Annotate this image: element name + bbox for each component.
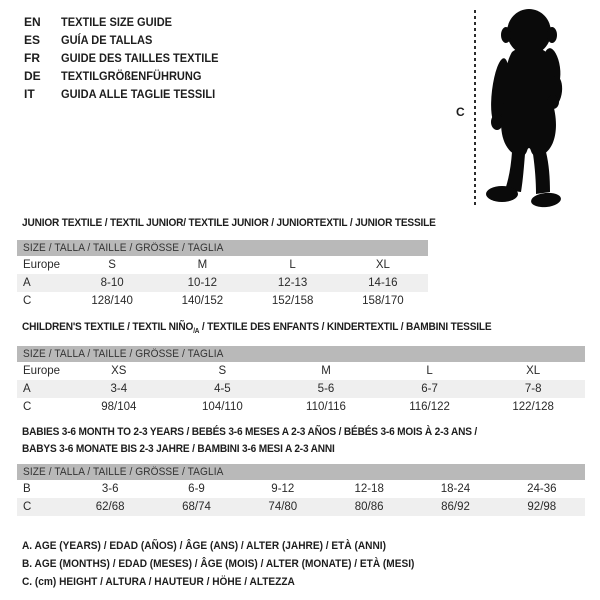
language-title: GUIDA ALLE TAGLIE TESSILI (61, 87, 216, 101)
table-cell: 152/158 (271, 295, 314, 307)
babies-title-line2: BABYS 3-6 MONATE BIS 2-3 JAHRE / BAMBINI 3-6 MESI A 2-3 ANNI (22, 443, 335, 455)
height-measure-dashed-line (474, 10, 476, 207)
table-cell: 158/170 (362, 295, 404, 307)
footnote-c-text: C. (cm) HEIGHT / ALTURA / HAUTEUR / HÖHE / ALTEZZA (22, 576, 295, 588)
row-label: A (23, 277, 31, 289)
table-cell: 14-16 (368, 277, 398, 289)
table-cell: 12-18 (354, 483, 384, 495)
size-band-label: SIZE / TALLA / TAILLE / GRÖSSE / TAGLIA (23, 348, 224, 360)
table-cell: 4-5 (214, 383, 231, 395)
babies-title-line1: BABIES 3-6 MONTH TO 2-3 YEARS / BEBÉS 3-6 MESES A 2-3 AÑOS / BÉBÉS 3-6 MOIS À 2-3 ANS / (22, 426, 478, 438)
table-cell: M (321, 365, 331, 377)
table-cell: 104/110 (202, 401, 243, 413)
table-cell: 3-4 (110, 383, 128, 395)
table-cell: 5-6 (317, 383, 335, 395)
row-label: Europe (23, 259, 61, 271)
table-cell: 18-24 (440, 483, 471, 495)
size-band-label: SIZE / TALLA / TAILLE / GRÖSSE / TAGLIA (23, 466, 224, 478)
language-title: TEXTILGRÖßENFÜHRUNG (61, 69, 202, 83)
language-title-list (24, 13, 232, 103)
language-row-es (24, 31, 232, 49)
table-cell: L (426, 365, 433, 377)
table-cell: 3-6 (101, 483, 119, 495)
language-row-fr (24, 49, 232, 67)
table-cell: 86/92 (441, 501, 470, 513)
junior-table-title-text: JUNIOR TEXTILE / TEXTIL JUNIOR/ TEXTILE JUNIOR / JUNIORTEXTIL / JUNIOR TESSILE (22, 217, 436, 229)
table-cell: 140/152 (181, 295, 224, 307)
table-cell: 10-12 (187, 277, 218, 289)
table-cell: 116/122 (409, 401, 450, 413)
table-cell: S (108, 259, 116, 271)
table-cell: L (289, 259, 296, 271)
table-cell: 92/98 (527, 501, 557, 513)
table-row (17, 274, 428, 292)
baby-silhouette-image (482, 6, 574, 212)
children-title-post: / TEXTILE DES ENFANTS / KINDERTEXTIL / BAMBINI TESSILE (199, 321, 492, 333)
table-cell: 62/68 (95, 501, 125, 513)
table-cell: XS (111, 365, 127, 377)
row-label: A (23, 383, 31, 395)
table-cell: 12-13 (277, 277, 308, 289)
children-title-pre: CHILDREN'S TEXTILE / TEXTIL NIÑO (22, 321, 194, 333)
row-label: C (23, 401, 32, 413)
table-cell: 98/104 (101, 401, 137, 413)
row-label: C (23, 501, 32, 513)
language-code: EN (24, 15, 41, 29)
language-code: ES (24, 33, 41, 47)
table-row (17, 256, 428, 274)
table-cell: 8-10 (100, 277, 124, 289)
language-title: TEXTILE SIZE GUIDE (61, 15, 173, 29)
table-cell: 24-36 (527, 483, 557, 495)
language-title: GUÍA DE TALLAS (61, 33, 153, 47)
footnote-a (22, 537, 449, 555)
table-cell: 128/140 (91, 295, 133, 307)
size-band-label: SIZE / TALLA / TAILLE / GRÖSSE / TAGLIA (23, 242, 224, 254)
footnote-legend (22, 537, 449, 591)
table-row (17, 398, 585, 416)
height-measure-label: C (456, 105, 465, 119)
table-cell: 80/86 (354, 501, 384, 513)
table-row (17, 362, 585, 380)
footnote-b (22, 555, 449, 573)
children-table-title-text (22, 319, 491, 340)
table-cell: 9-12 (271, 483, 295, 495)
table-row (17, 380, 585, 398)
footnote-a-text: A. AGE (YEARS) / EDAD (AÑOS) / ÂGE (ANS) / ALTER (JAHRE) / ETÀ (ANNI) (22, 540, 386, 552)
children-size-table (17, 346, 585, 416)
table-cell: 110/116 (306, 401, 346, 413)
table-row (17, 498, 585, 516)
language-code: DE (24, 69, 41, 83)
babies-size-band (17, 464, 585, 480)
table-cell: XL (375, 259, 390, 271)
table-row (17, 480, 585, 498)
babies-table-title (22, 424, 517, 458)
language-row-de (24, 67, 232, 85)
babies-size-table (17, 464, 585, 516)
table-cell: 68/74 (182, 501, 211, 513)
row-label: C (23, 295, 32, 307)
table-cell: 6-9 (188, 483, 205, 495)
table-cell: S (218, 365, 227, 377)
language-row-en (24, 13, 232, 31)
footnote-c (22, 573, 449, 591)
table-row (17, 292, 428, 310)
children-title-sub: /A (193, 328, 200, 336)
language-code: IT (24, 87, 35, 101)
table-cell: 122/128 (512, 401, 554, 413)
junior-table-title (22, 215, 472, 232)
junior-size-table (17, 240, 428, 310)
footnote-b-text: B. AGE (MONTHS) / EDAD (MESES) / ÂGE (MOIS) / ALTER (MONATE) / ETÀ (MESI) (22, 558, 415, 570)
children-table-title (22, 319, 532, 340)
table-cell: XL (526, 365, 541, 377)
row-label: Europe (23, 365, 61, 377)
row-label: B (23, 483, 31, 495)
language-row-it (24, 85, 232, 103)
table-cell: M (197, 259, 208, 271)
language-title: GUIDE DES TAILLES TEXTILE (61, 51, 219, 65)
junior-size-band (17, 240, 428, 256)
table-cell: 6-7 (421, 383, 438, 395)
table-cell: 74/80 (268, 501, 298, 513)
children-size-band (17, 346, 585, 362)
table-cell: 7-8 (524, 383, 542, 395)
language-code: FR (24, 51, 40, 65)
